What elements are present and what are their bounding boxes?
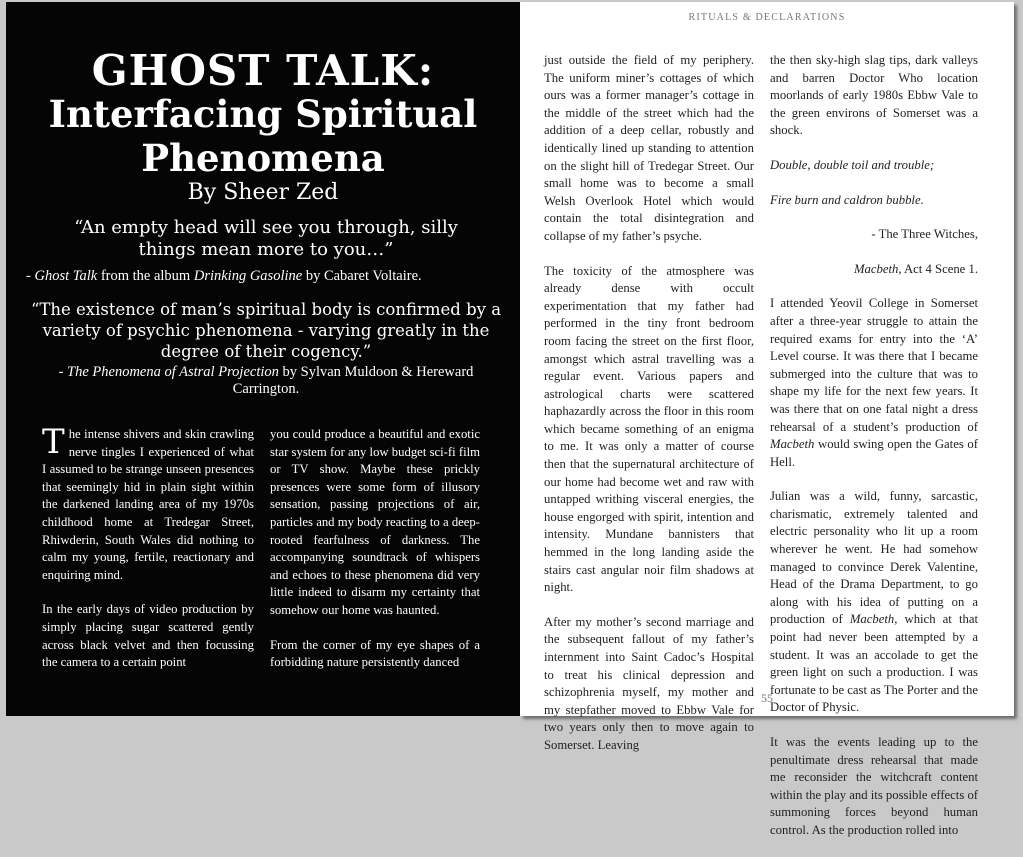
article-title-line-3: Phenomena (141, 136, 385, 180)
article-title-line-1: GHOST TALK: (91, 46, 435, 95)
body-paragraph: In the early days of video production by simply placing sugar scattered gently across black velvet and then focussing the camera to a certain point (42, 602, 254, 670)
body-paragraph: Julian was a wild, funny, sarcastic, charismatic, extremely talented and electric personality who lit up a room wherever he went. He had somehow managed to convince Derek Valentine, Head of the Drama Department, to go along with his idea of putting on a production of Macbeth, which at that point had never been attempted by a student. It was an accolade to get the green light on such a production. I was fortunate to be cast as The Porter and the Doctor of Physic. (770, 489, 978, 715)
body-paragraph: The intense shivers and skin crawling nerve tingles I experienced of what I assumed to be strange unseen presences that seemingly hid in plain sight within the darkened landing area of my 1970s childhood home at Tredegar Street, Rhiwderin, South Wales did nothing to calm my young, fertile, reactionary and enquiring mind. (42, 422, 254, 582)
body-paragraph: just outside the field of my periphery. The uniform miner’s cottages of which ours was a former manager’s cottage in the middle of the street which had the addition of a deep cellar, robustly and identically lined up standing to attention on the slight hill of Tredegar Street. Our small home was to become a small Welsh Overlook Hotel which would contain the total disintegration and collapse of my father’s psyche. (544, 53, 754, 243)
running-header: RITUALS & DECLARATIONS (688, 12, 846, 23)
body-paragraph: I attended Yeovil College in Somerset after a three-year struggle to attain the required exams for entry into the ‘A’ Level course. It was there that I became submerged into the culture that was to shape my life for the next few years. It was there that on one fatal night a dress rehearsal of a student’s production of Macbeth would swing open the Gates of Hell. (770, 296, 978, 469)
left-page (6, 2, 520, 716)
body-paragraph: After my mother’s second marriage and the subsequent fallout of my father’s internment into Saint Cadoc’s Hospital to treat his clinical depression and schizophrenia myself, my mother and my stepfather moved to Ebbw Vale for two years only then to move again to Somerset. Leaving (544, 614, 754, 752)
body-paragraph: From the corner of my eye shapes of a forbidding nature persistently danced (270, 637, 480, 670)
body-column-3 (544, 52, 754, 772)
verse-line: Double, double toil and trouble; (770, 157, 935, 172)
verse-line: Fire burn and caldron bubble. (770, 192, 924, 207)
body-column-2 (270, 426, 480, 689)
epigraph-quote-1: “An empty head will see you through, silly things mean more to you…” (74, 217, 458, 260)
epigraph-quote-2: “The existence of man’s spiritual body is confirmed by a variety of psychic phenomena - varying greatly in the degree of their cogency.” (30, 300, 502, 361)
verse-quote (770, 157, 978, 209)
body-column-4 (770, 52, 978, 857)
verse-attribution: - The Three Witches, Macbeth, Act 4 Scene 1. (853, 227, 978, 276)
epigraph-attribution-1: - Ghost Talk from the album Drinking Gasoline by Cabaret Voltaire. (26, 268, 422, 284)
drop-cap: T (42, 422, 65, 462)
body-paragraph: It was the events leading up to the penultimate dress rehearsal that made me reconsider the witchcraft content within the play and its possible effects of summoning forces beyond human control. As the production rolled into (770, 735, 979, 837)
body-paragraph: the then sky-high slag tips, dark valleys and barren Doctor Who location moorlands of early 1980s Ebbw Vale to the green environs of Somerset was a shock. (770, 53, 978, 138)
author-byline: By Sheer Zed (187, 180, 339, 205)
body-paragraph: The toxicity of the atmosphere was already dense with occult experimentation that my father had performed in the tiny front bedroom room facing the street on the first floor, amongst which astral travelling was a regular event. Various papers and astrological charts were scattered haphazardly across the floor in this room which became something of an enigma to me. It was only a matter of course then that the supernatural architecture of our home had become wet and raw with untapped writhing visceral energies, the house engorged with spirit, intention and intensity. Mundane bannisters that hemmed in the long landing aside the stairs cast angular noir film shadows at night. (544, 263, 754, 595)
right-page (520, 2, 1014, 837)
epigraph-attribution-2: - The Phenomena of Astral Projection by Sylvan Muldoon & Hereward Carrington. (58, 364, 474, 397)
page-number: 55 (761, 691, 773, 705)
body-column-1 (42, 422, 254, 689)
body-paragraph: you could produce a beautiful and exotic star system for any low budget sci-fi film or TV show. Maybe these prickly presences were some form of illusory sensation, passing projections of air, particles and my body reacting to a deep-rooted fearfulness of darkness. The accompanying soundtrack of whispers and echoes to these phenomena did very little indeed to disarm my certainty that somehow our home was haunted. (270, 427, 480, 617)
article-title-line-2: Interfacing Spiritual (48, 92, 478, 136)
